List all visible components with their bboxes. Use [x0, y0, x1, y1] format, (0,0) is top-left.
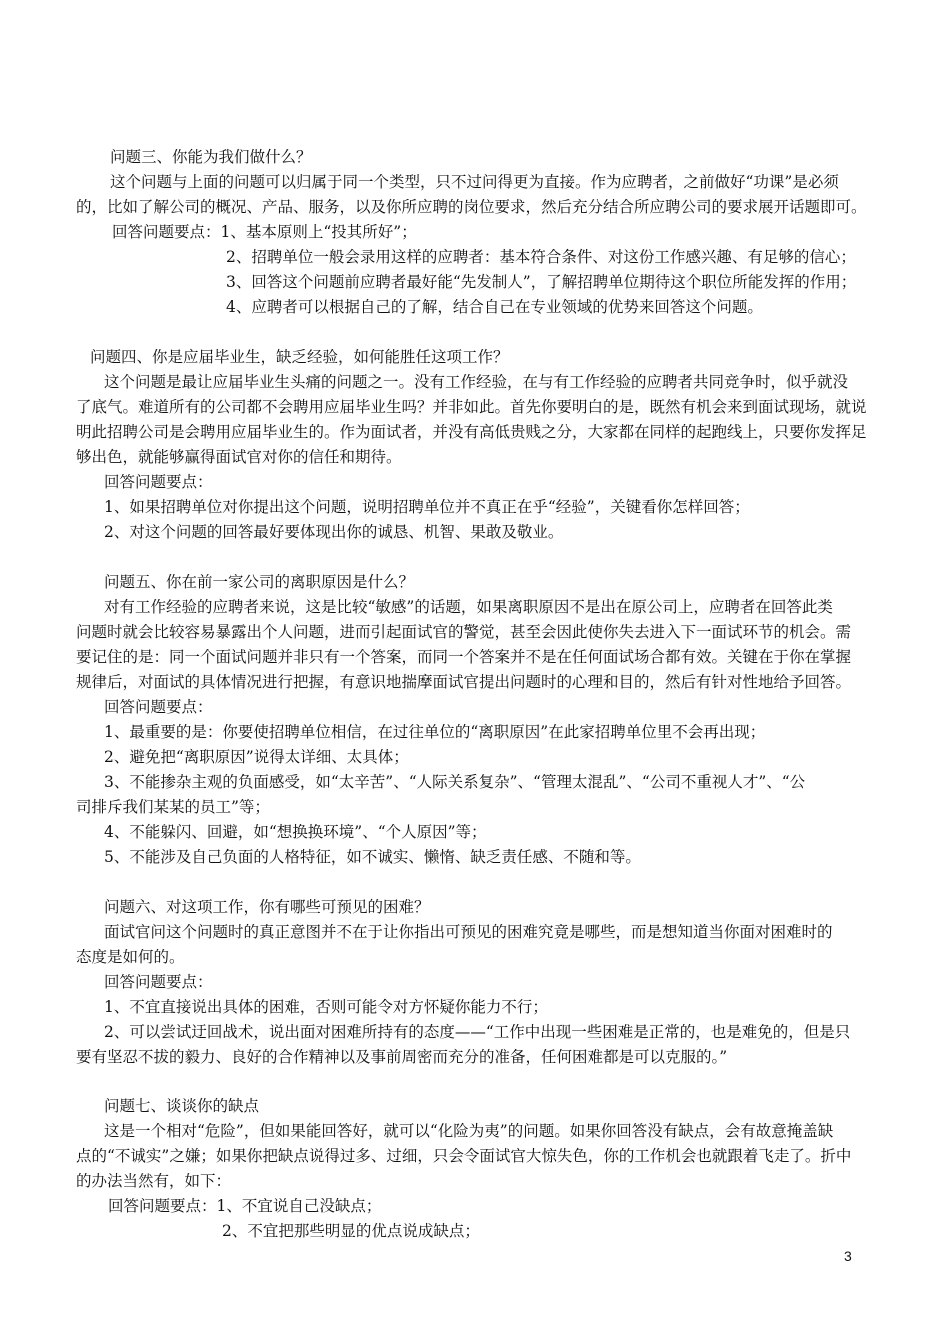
q7-body-line: 点的“不诚实”之嫌；如果你把缺点说得过多、过细，只会令面试官大惊失色，你的工作机会也就跟着飞走了。折中	[76, 1147, 852, 1165]
q6-points-label: 回答问题要点：	[104, 973, 213, 991]
q4-point: 1、如果招聘单位对你提出这个问题，说明招聘单位并不真正在乎“经验”，关键看你怎样回答；	[104, 498, 750, 516]
q3-point: 4、应聘者可以根据自己的了解，结合自己在专业领域的优势来回答这个问题。	[226, 298, 763, 316]
q7-body-line: 的办法当然有，如下：	[76, 1172, 232, 1190]
q4-title: 问题四、你是应届毕业生，缺乏经验，如何能胜任这项工作？	[90, 348, 509, 366]
q3-title: 问题三、你能为我们做什么？	[110, 148, 312, 166]
page-number: 3	[844, 1248, 852, 1264]
q7-points-intro: 回答问题要点：1、不宜说自己没缺点；	[108, 1197, 382, 1215]
q5-body-line: 规律后，对面试的具体情况进行把握，有意识地揣摩面试官提出问题时的心理和目的，然后有针对性地给予回答。	[76, 673, 852, 691]
q5-body-line: 对有工作经验的应聘者来说，这是比较“敏感”的话题，如果离职原因不是出在原公司上，应聘者在回答此类	[104, 598, 833, 616]
q6-point: 1、不宜直接说出具体的困难，否则可能令对方怀疑你能力不行；	[104, 998, 548, 1016]
q4-body-line: 够出色，就能够赢得面试官对你的信任和期待。	[76, 448, 402, 466]
q5-point: 4、不能躲闪、回避，如“想换换环境”、“个人原因”等；	[104, 823, 487, 841]
q5-body-line: 要记住的是：同一个面试问题并非只有一个答案，而同一个答案并不是在任何面试场合都有效。关键在于你在掌握	[76, 648, 852, 666]
q5-point: 5、不能涉及自己负面的人格特征，如不诚实、懒惰、缺乏责任感、不随和等。	[104, 848, 641, 866]
q7-point: 2、不宜把那些明显的优点说成缺点；	[222, 1222, 480, 1240]
q5-point: 2、避免把“离职原因”说得太详细、太具体；	[104, 748, 409, 766]
q5-body-line: 问题时就会比较容易暴露出个人问题，进而引起面试官的警觉，甚至会因此使你失去进入下一面试环节的机会。需	[76, 623, 852, 641]
q7-title: 问题七、谈谈你的缺点	[104, 1097, 260, 1115]
q5-title: 问题五、你在前一家公司的离职原因是什么？	[104, 573, 415, 591]
q3-body-line: 这个问题与上面的问题可以归属于同一个类型，只不过问得更为直接。作为应聘者，之前做好“功课”是必须	[110, 173, 839, 191]
q6-title: 问题六、对这项工作，你有哪些可预见的困难？	[104, 898, 430, 916]
q3-point: 2、招聘单位一般会录用这样的应聘者：基本符合条件、对这份工作感兴趣、有足够的信心；	[226, 248, 856, 266]
q3-body-line: 的，比如了解公司的概况、产品、服务，以及你所应聘的岗位要求，然后充分结合所应聘公司的要求展开话题即可。	[76, 198, 867, 216]
q4-body-line: 明此招聘公司是会聘用应届毕业生的。作为面试者，并没有高低贵贱之分，大家都在同样的起跑线上，只要你发挥足	[76, 423, 867, 441]
q4-point: 2、对这个问题的回答最好要体现出你的诚恳、机智、果敢及敬业。	[104, 523, 564, 541]
q6-point: 2、可以尝试迂回战术，说出面对困难所持有的态度——“工作中出现一些困难是正常的，也是难免的，但是只	[104, 1023, 851, 1041]
q5-points-label: 回答问题要点：	[104, 698, 213, 716]
q7-body-line: 这是一个相对“危险”，但如果能回答好，就可以“化险为夷”的问题。如果你回答没有缺点，会有故意掩盖缺	[104, 1122, 834, 1140]
q3-point: 3、回答这个问题前应聘者最好能“先发制人”，了解招聘单位期待这个职位所能发挥的作用；	[226, 273, 857, 291]
q6-body-line: 态度是如何的。	[76, 948, 185, 966]
q6-body-line: 面试官问这个问题时的真正意图并不在于让你指出可预见的困难究竟是哪些，而是想知道当你面对困难时的	[104, 923, 833, 941]
q4-body-line: 这个问题是最让应届毕业生头痛的问题之一。没有工作经验，在与有工作经验的应聘者共同竞争时，似乎就没	[104, 373, 849, 391]
q4-points-label: 回答问题要点：	[104, 473, 213, 491]
q5-point: 1、最重要的是：你要使招聘单位相信，在过往单位的“离职原因”在此家招聘单位里不会再出现；	[104, 723, 766, 741]
q3-points-intro: 回答问题要点：1、基本原则上“投其所好”；	[112, 223, 417, 241]
q4-body-line: 了底气。难道所有的公司都不会聘用应届毕业生吗？并非如此。首先你要明白的是，既然有机会来到面试现场，就说	[76, 398, 867, 416]
q6-point: 要有坚忍不拔的毅力、良好的合作精神以及事前周密而充分的准备，任何困难都是可以克服的。”	[76, 1048, 728, 1066]
q5-point: 司排斥我们某某的员工”等；	[76, 798, 270, 816]
q5-point: 3、不能掺杂主观的负面感受，如“太辛苦”、“人际关系复杂”、“管理太混乱”、“公司不重视人才”、“公	[104, 773, 806, 791]
